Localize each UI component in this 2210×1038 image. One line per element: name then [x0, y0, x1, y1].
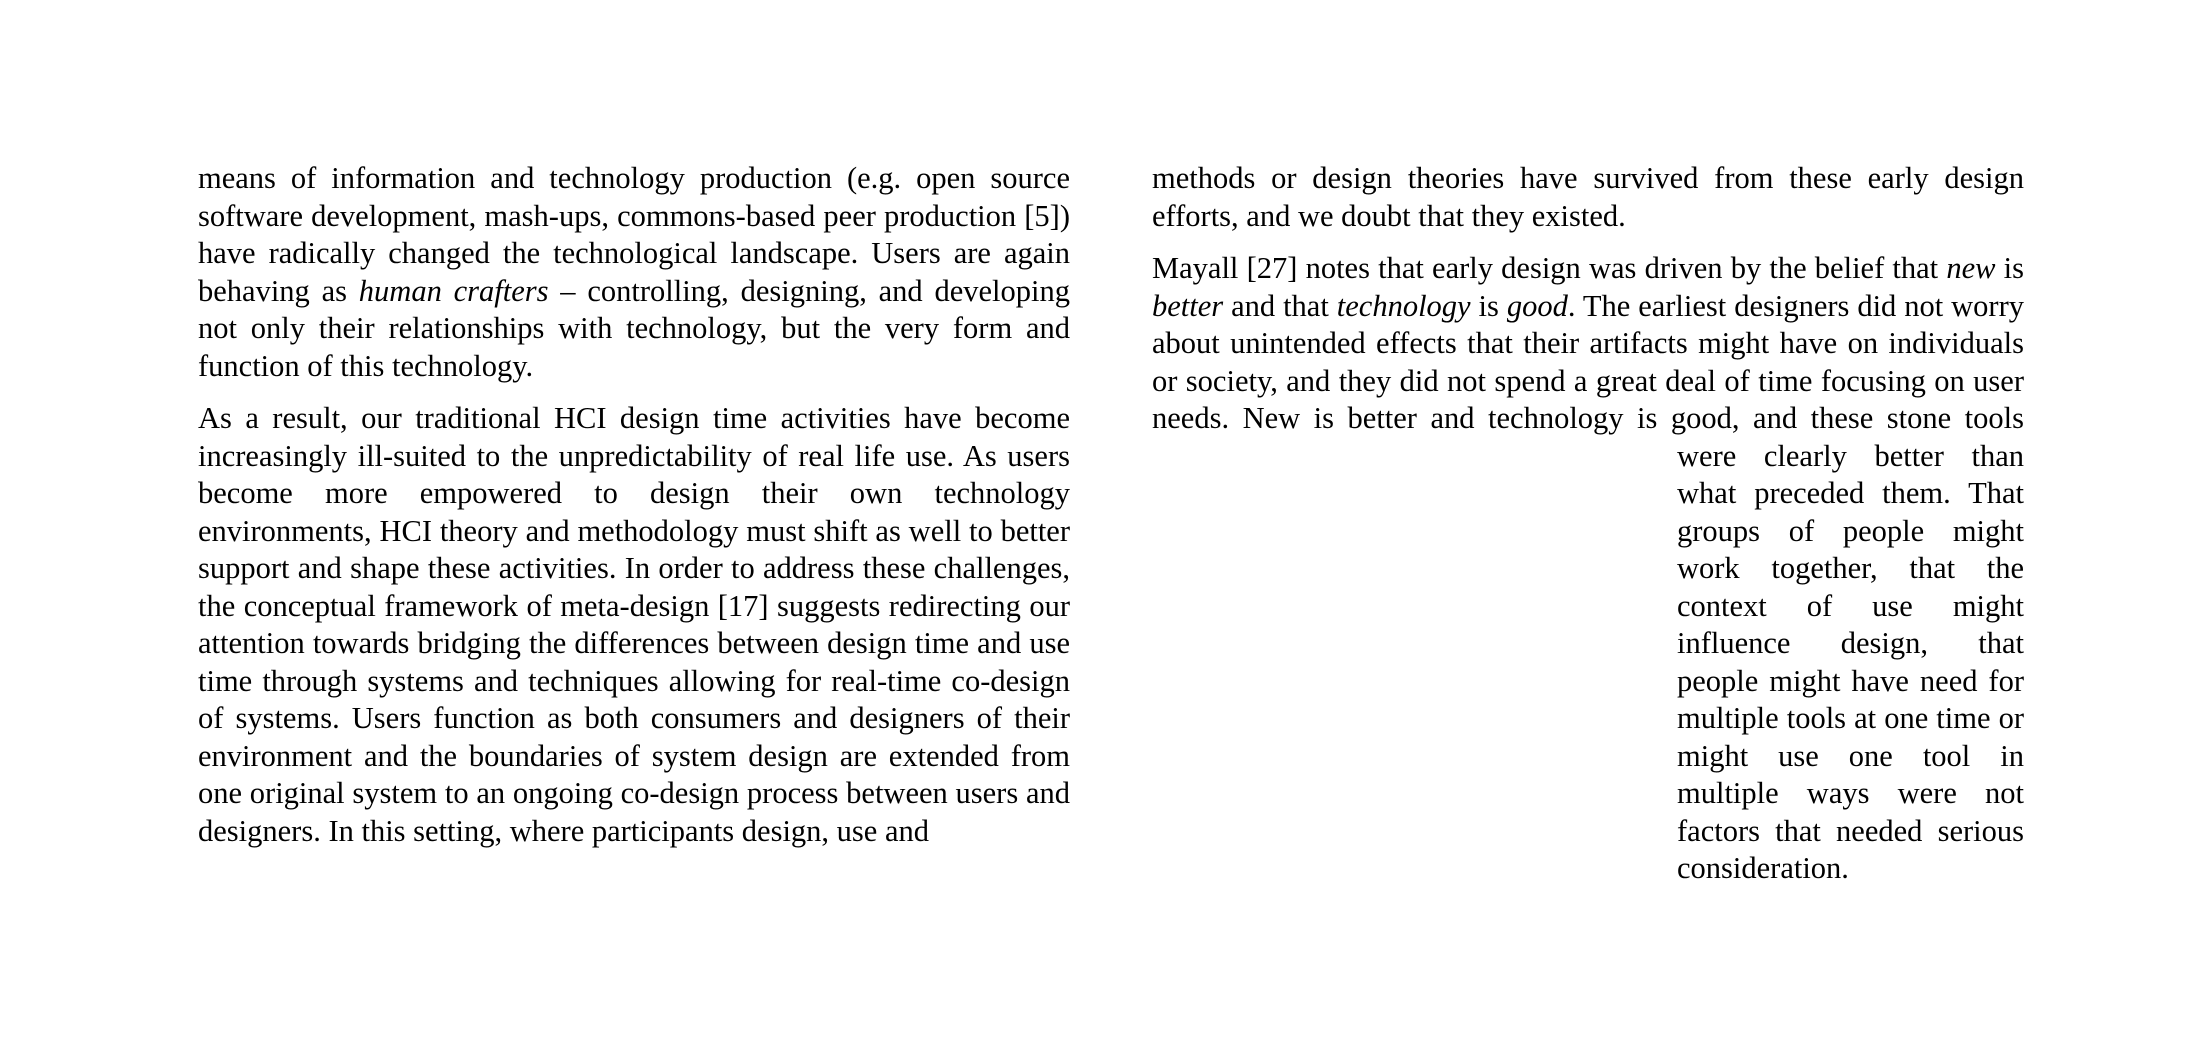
right-paragraph-2	[1152, 250, 2024, 888]
text-run: and that	[1223, 288, 1337, 323]
figure-space	[1152, 438, 1677, 1038]
emphasis-good: good	[1506, 288, 1568, 323]
right-paragraph-1: methods or design theories have survived from these early design efforts, and we doubt that they existed.	[1152, 161, 2024, 233]
text-run: is	[1470, 288, 1507, 323]
emphasis-human-crafters: human crafters	[358, 273, 549, 308]
right-column	[1152, 160, 2024, 1038]
text-run: is	[1995, 251, 2025, 285]
emphasis-better: better	[1152, 288, 1224, 323]
text-run: . The earliest designers did not worry about unintended effects that their artifacts might have on individuals or society, and they did not spend a great deal of time focusing on user needs. New is better and technology is good, and these stone tools were clearly better than what preceded them. That groups of people might work together, that the context of use might influence design, that people might have need for multiple tools at one time or might use one tool in multiple ways were not factors that needed serious consideration.	[1152, 288, 2024, 885]
emphasis-technology: technology	[1336, 288, 1471, 323]
left-paragraph-2: As a result, our traditional HCI design time activities have become increasingly ill-suited to the unpredictability of real life use. As users become more empowered to design their own technology environments, HCI theory and methodology must shift as well to better support and shape these activities. In order to address these challenges, the conceptual framework of meta-design [17] suggests redirecting our attention towards bridging the differences between design time and use time through systems and techniques allowing for real-time co-design of systems. Users function as both consumers and designers of their environment and the boundaries of system design are extended from one original system to an ongoing co-design process between users and designers. In this setting, where participants design, use and	[198, 401, 1070, 848]
emphasis-new: new	[1946, 251, 1996, 285]
text-run: Mayall [27] notes that early design was driven by the belief that	[1152, 251, 1947, 285]
left-column	[198, 160, 1070, 850]
left-paragraph-1	[198, 160, 1070, 385]
text-run: – controlling, designing, and developing not only their relationships with technology, but the very form and function of this technology.	[198, 273, 1070, 383]
text-run: means of information and technology production (e.g. open source software development, mash-ups, commons-based peer production [5]) have radically changed the technological landscape. Users are again behaving as	[198, 161, 1070, 308]
